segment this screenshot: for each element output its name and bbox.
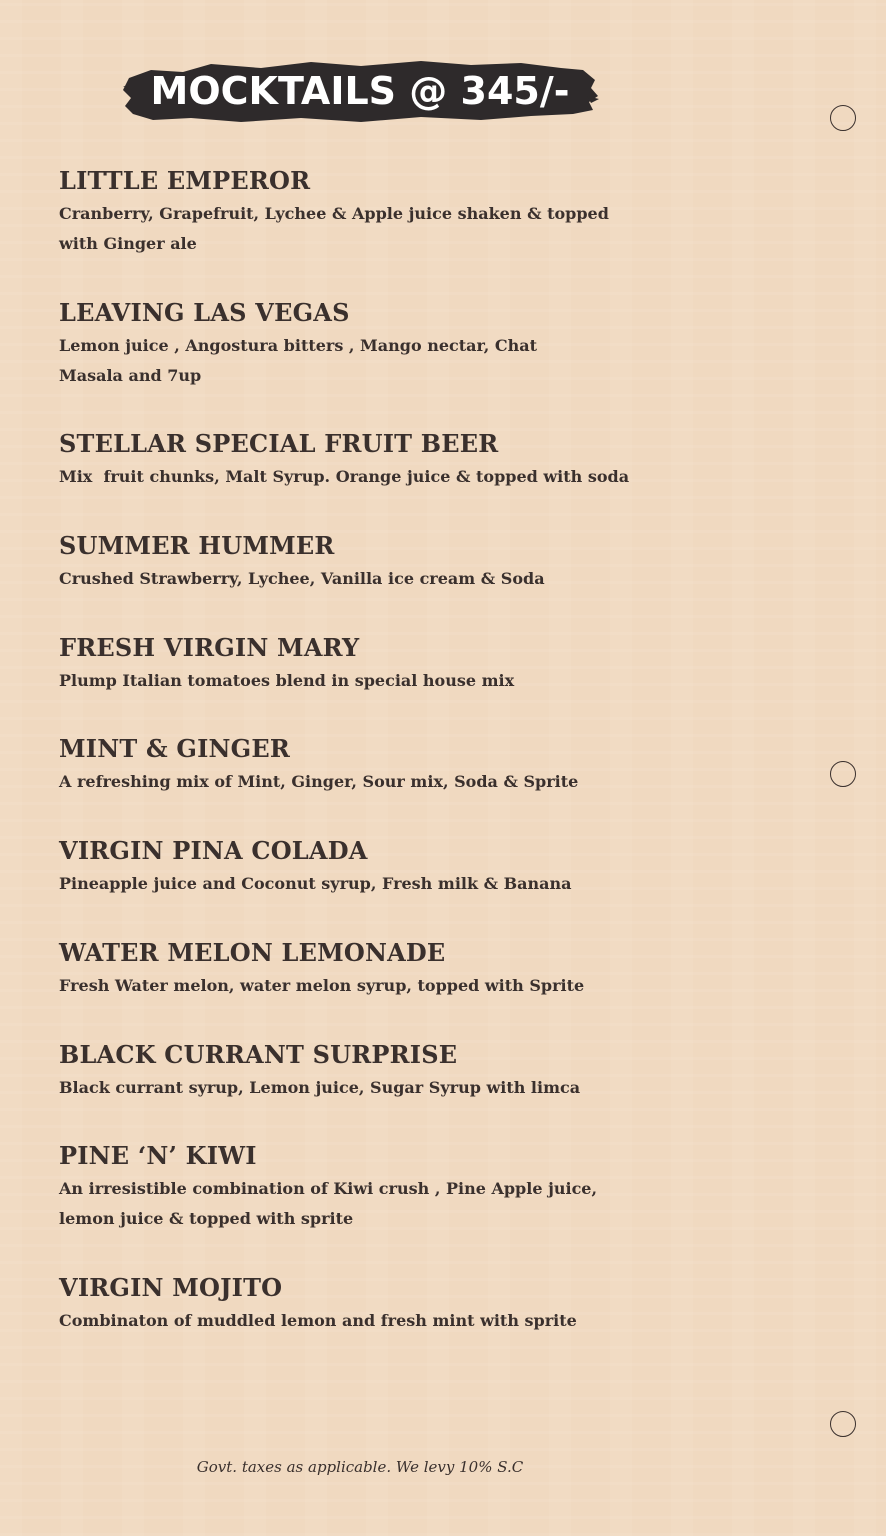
item-name: MINT & GINGER [59,734,290,763]
item-name: WATER MELON LEMONADE [59,938,446,967]
title-banner [121,56,599,126]
menu-item-black-currant-surprise [59,1041,699,1103]
item-description: An irresistible combination of Kiwi crush , Pine Apple juice, lemon juice & topped with sprite [59,1179,598,1228]
tax-note: Govt. taxes as applicable. We levy 10% S.C [196,1458,524,1476]
menu-item-pine-n-kiwi [59,1142,699,1234]
item-description: Fresh Water melon, water melon syrup, topped with Sprite [59,976,585,995]
item-name: PINE ‘N’ KIWI [59,1141,257,1170]
menu-item-water-melon-lemonade [59,939,699,1001]
item-description: Cranberry, Grapefruit, Lychee & Apple juice shaken & topped with Ginger ale [59,204,609,253]
menu-item-mint-ginger [59,735,699,797]
item-name: VIRGIN PINA COLADA [59,836,368,865]
item-name: VIRGIN MOJITO [59,1273,283,1302]
menu-item-fresh-virgin-mary [59,634,699,696]
item-name: STELLAR SPECIAL FRUIT BEER [59,429,499,458]
item-name: LEAVING LAS VEGAS [59,298,350,327]
item-name: LITTLE EMPEROR [59,166,311,195]
menu-item-virgin-pina-colada [59,837,699,899]
item-description: Combinaton of muddled lemon and fresh mint with sprite [59,1311,577,1330]
item-description: A refreshing mix of Mint, Ginger, Sour mix, Soda & Sprite [59,772,579,791]
menu-item-leaving-las-vegas [59,299,699,391]
item-description: Mix fruit chunks, Malt Syrup. Orange juice & topped with soda [59,467,630,486]
item-description: Black currant syrup, Lemon juice, Sugar Syrup with limca [59,1078,581,1097]
item-description: Crushed Strawberry, Lychee, Vanilla ice cream & Soda [59,569,545,588]
menu-item-stellar-special-fruit-beer [59,430,699,492]
binder-hole-icon [830,105,856,131]
menu-item-summer-hummer [59,532,699,594]
menu-item-little-emperor [59,167,699,259]
item-name: FRESH VIRGIN MARY [59,633,360,662]
item-name: BLACK CURRANT SURPRISE [59,1040,458,1069]
item-description: Pineapple juice and Coconut syrup, Fresh milk & Banana [59,874,572,893]
item-description: Lemon juice , Angostura bitters , Mango nectar, Chat Masala and 7up [59,336,538,385]
item-name: SUMMER HUMMER [59,531,335,560]
binder-hole-icon [830,761,856,787]
item-description: Plump Italian tomatoes blend in special house mix [59,671,515,690]
page-title: MOCKTAILS @ 345/- [150,69,570,113]
menu-item-virgin-mojito [59,1274,699,1336]
binder-hole-icon [830,1411,856,1437]
